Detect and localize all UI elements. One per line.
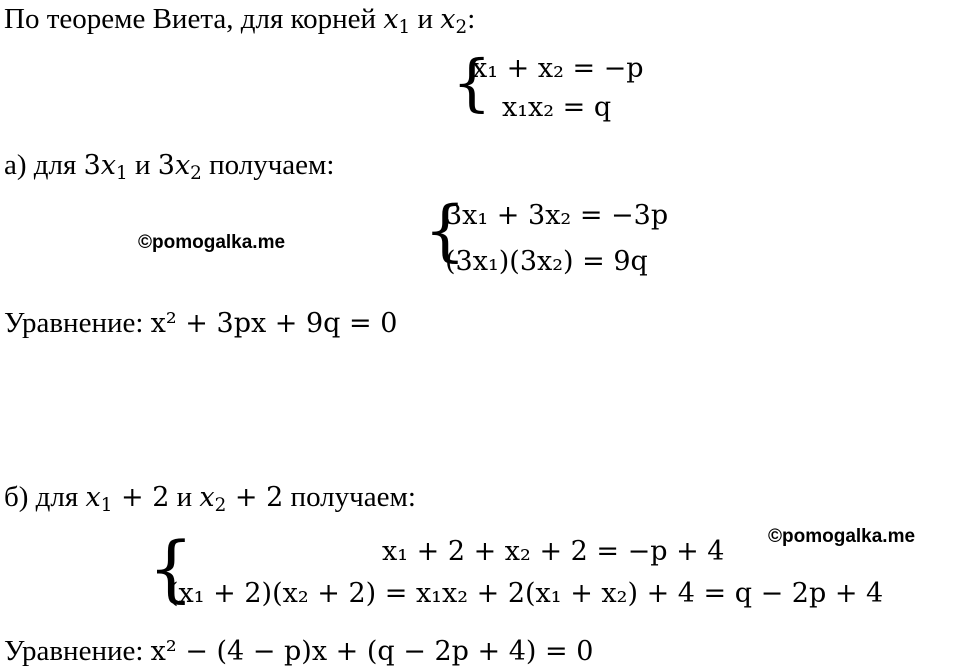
system-brace-a: { <box>424 192 466 269</box>
part-a-eq-label: Уравнение: <box>4 307 144 339</box>
part-a-equation: x² + 3px + 9q = 0 <box>150 308 398 339</box>
part-b-root2: $x_2 + 2$ <box>199 482 284 517</box>
part-a-prefix: а) для <box>4 149 77 181</box>
system-brace-vieta: { <box>452 46 492 119</box>
part-b-equation-line <box>4 634 593 669</box>
part-a-row-product: (3x₁)(3x₂) = 9q <box>445 246 648 277</box>
root-x2: $x_2$ <box>440 4 468 39</box>
and-word: и <box>134 149 151 181</box>
part-a-heading <box>4 148 334 191</box>
vieta-row-product: x₁x₂ = q <box>502 92 612 123</box>
part-a-row-sum: 3x₁ + 3x₂ = −3p <box>445 200 669 231</box>
intro-line <box>4 2 475 45</box>
root-x1: $x_1$ <box>383 4 411 39</box>
part-b-row-product: (x₁ + 2)(x₂ + 2) = x₁x₂ + 2(x₁ + x₂) + 4 = q − 2p + 4 <box>168 578 884 609</box>
part-b-row-sum: x₁ + 2 + x₂ + 2 = −p + 4 <box>382 536 725 567</box>
and-word: и <box>176 481 193 513</box>
and-word: и <box>417 3 434 35</box>
part-b-eq-label: Уравнение: <box>4 635 144 667</box>
intro-text: По теореме Виета, для корней <box>4 3 377 35</box>
part-a-equation-line <box>4 306 397 341</box>
vieta-row-sum: x₁ + x₂ = −p <box>472 53 644 84</box>
part-b-root1: $x_1 + 2$ <box>85 482 170 517</box>
part-b-heading <box>4 480 416 523</box>
part-b-equation: x² − (4 − p)x + (q − 2p + 4) = 0 <box>150 636 594 667</box>
watermark: ©pomogalka.me <box>138 232 286 253</box>
system-brace-b: { <box>148 526 194 610</box>
part-b-prefix: б) для <box>4 481 79 513</box>
part-a-suffix: получаем: <box>209 149 335 181</box>
part-b-suffix: получаем: <box>290 481 416 513</box>
intro-colon: : <box>467 3 476 35</box>
part-a-root2: $3x_2$ <box>157 150 202 185</box>
part-a-root1: $3x_1$ <box>83 150 128 185</box>
watermark: ©pomogalka.me <box>768 526 916 547</box>
